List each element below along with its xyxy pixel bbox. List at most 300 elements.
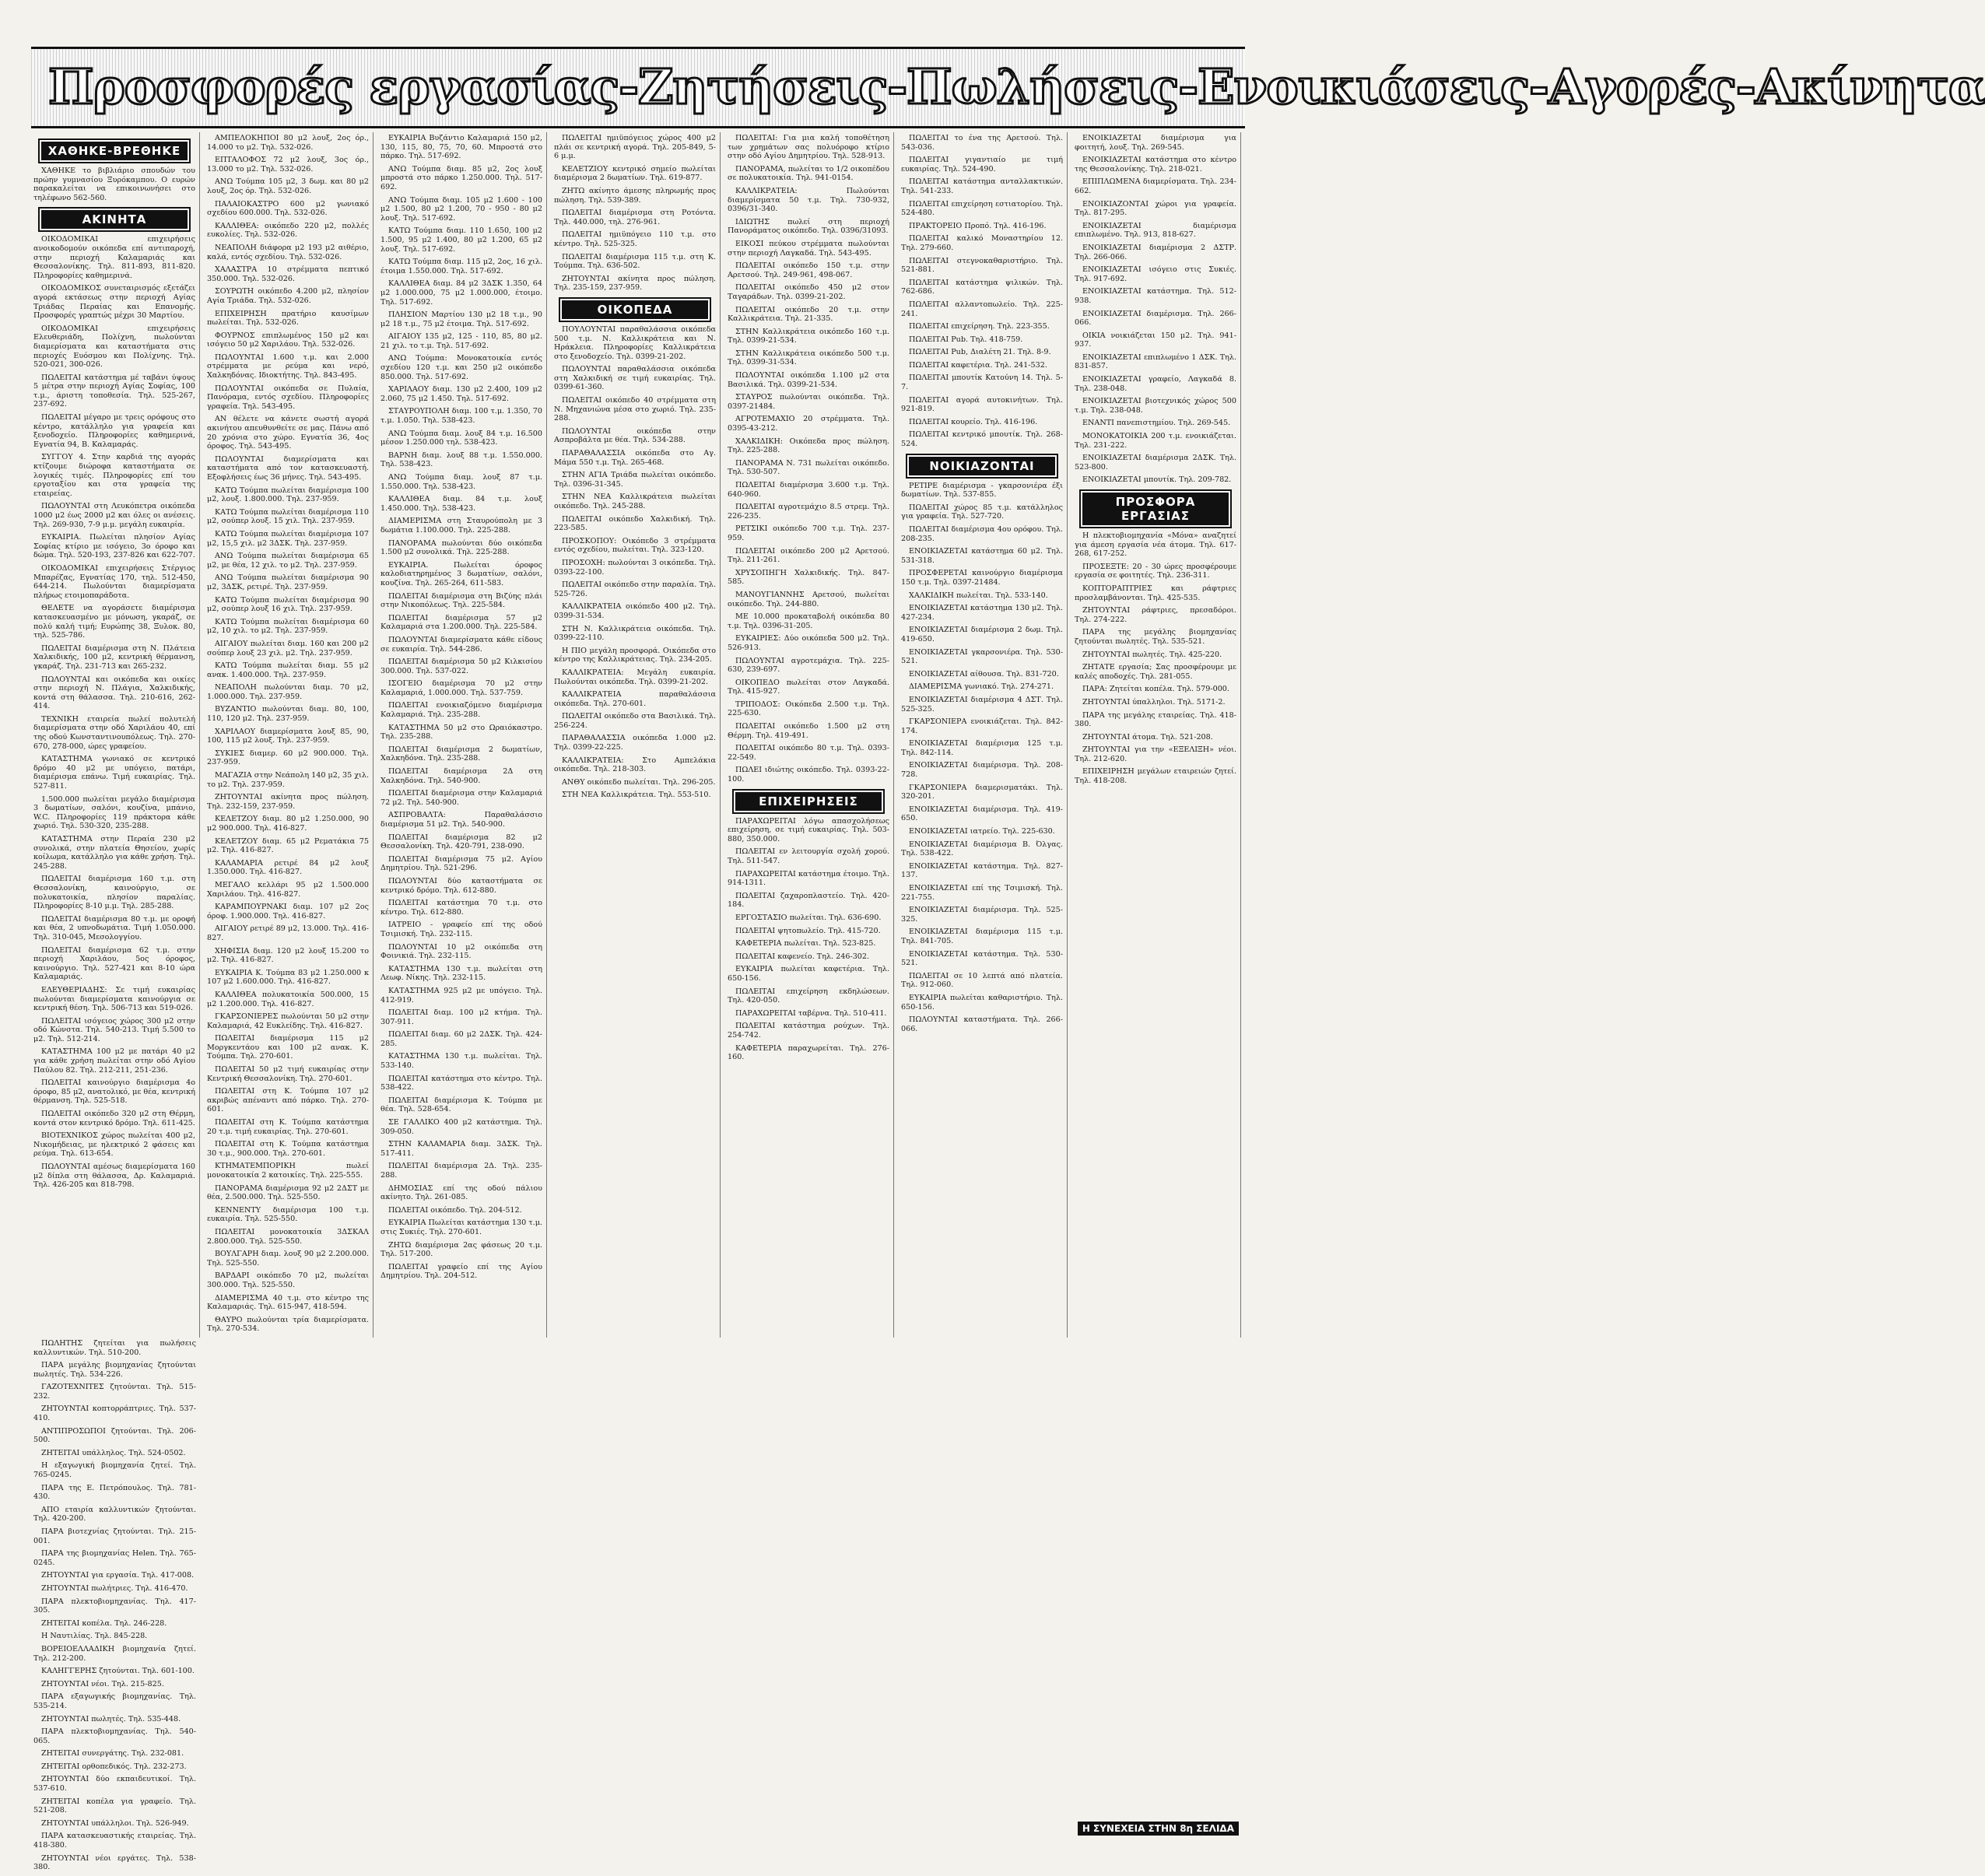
classified-ad: ΚΑΤΩ Τούμπα διαμ. 115 μ2, 2ος, 16 χιλ. έτοιμα 1.550.000. Τηλ. 517-692. bbox=[381, 258, 542, 275]
classified-ad: ΠΑΡΑ πλεκτοβιομηχανίας. Τηλ. 540-065. bbox=[33, 1727, 196, 1745]
classified-ad: ΠΩΛΕΙΤΑΙ κατάστημα μέ ταβάνι ύψους 5 μέτρα στην περιοχή Αγίας Σοφίας, 100 τ.μ., άριστη τοποθεσία. Τηλ. 525-267, 237-692. bbox=[33, 373, 195, 409]
classified-ad: ΘΑΥΡΟ πωλούνται τρία διαμερίσματα. Τηλ. 270-534. bbox=[207, 1315, 369, 1334]
classified-ad: ΠΩΛΕΙΤΑΙ οικόπεδο 320 μ2 στη Θέρμη, κοντά στον κεντρικό δρόμο. Τηλ. 611-425. bbox=[33, 1110, 195, 1127]
classified-ad: ΠΩΛΟΥΝΤΑΙ οικόπεδα στην Ασπροβάλτα με θέα. Τηλ. 534-288. bbox=[554, 426, 716, 445]
classified-ad: ΠΩΛΕΙΤΑΙ επιχείρηση εκδηλώσεων. Τηλ. 420-050. bbox=[728, 987, 889, 1005]
classified-ad: ΕΠΙΧΕΙΡΗΣΗ πρατήριο καυσίμων πωλείται. Τηλ. 532-026. bbox=[207, 309, 369, 328]
classified-ad: ΣΤΗΝ ΑΓΙΑ Τριάδα πωλείται οικόπεδο. Τηλ. 0396-31-345. bbox=[554, 471, 716, 489]
classified-ad: ΠΩΛΕΙΤΑΙ κατάστημα 70 τ.μ. στο κέντρο. Τηλ. 612-880. bbox=[381, 899, 542, 917]
classified-ad: ΠΩΛΕΙΤΑΙ διαμέρισμα 3.600 τ.μ. Τηλ. 640-960. bbox=[728, 481, 889, 499]
classified-ad: ΠΩΛΟΥΝΤΑΙ διαμερίσματα και καταστήματα από τον κατασκευαστή. Εξοφλήσεις έως 36 μήνες. Τηλ. 543-495. bbox=[207, 454, 369, 482]
classified-ad: ΣΕ ΓΑΛΛΙΚΟ 400 μ2 κατάστημα. Τηλ. 309-050. bbox=[381, 1118, 542, 1136]
classified-ad: ΠΩΛΕΙΤΑΙ οικόπεδο 20 τ.μ. στην Καλλικράτεια. Τηλ. 21-335. bbox=[728, 305, 889, 324]
classified-ad: ΑΝΩ Τούμπα: Μονοκατοικία εντός σχεδίου 120 τ.μ. και 250 μ2 οικόπεδο 850.000. Τηλ. 517-692. bbox=[381, 354, 542, 381]
classified-ad: ΠΩΛΕΙΤΑΙ: Για μια καλή τοποθέτηση των χρημάτων σας πολυόροφο κτίριο στην οδό Αγίου Δημητρίου. Τηλ. 528-913. bbox=[728, 134, 889, 161]
classified-ad: ΚΑΛΛΙΘΕΑ: οικόπεδο 220 μ2, πολλές ευκολίες. Τηλ. 532-026. bbox=[207, 221, 369, 240]
classified-ad: ΑΙΓΑΙΟΥ πωλείται διαμ. 160 και 200 μ2 σούπερ λουξ 23 χιλ. μ2. Τηλ. 237-959. bbox=[207, 639, 369, 657]
classified-ad: ΖΗΤΟΥΝΤΑΙ πωλήτριες. Τηλ. 416-470. bbox=[41, 1583, 188, 1593]
classified-ad: ΠΩΛΟΥΝΤΑΙ οικόπεδα 1.100 μ2 στα Βασιλικά. Τηλ. 0399-21-534. bbox=[728, 371, 889, 389]
classified-ad: ΠΩΛΟΥΝΤΑΙ αμέσως διαμερίσματα 160 μ2 δίπλα στη θάλασσα, Δρ. Καλαμαριά. Τηλ. 426-205 και 818-798. bbox=[33, 1162, 195, 1190]
classified-ad: ΠΑΡΑ της μεγάλης βιομηχανίας ζητούνται πωλητές. Τηλ. 535-521. bbox=[1075, 628, 1236, 646]
classified-ad: ΕΥΚΑΙΡΙΑ Κ. Τούμπα 83 μ2 1.250.000 κ 107 μ2 1.600.000. Τηλ. 416-827. bbox=[207, 968, 369, 987]
classified-ad: ΑΝΩ Τούμπα 105 μ2, 3 δωμ. και 80 μ2 λουξ, 2ος όρ. Τηλ. 532-026. bbox=[207, 177, 369, 195]
classified-ad: ΚΑΛΗΓΓΕΡΗΣ ζητούνται. Τηλ. 601-100. bbox=[41, 1667, 195, 1676]
classified-ad: ΑΣΠΡΟΒΑΛΤΑ: Παραθαλάσσιο διαμέρισμα 51 μ2. Τηλ. 540-900. bbox=[381, 811, 542, 829]
classified-ad: 1.500.000 πωλείται μεγάλο διαμέρισμα 3 δωματίων, σαλόνι, κουζίνα, μπάνιο, W.C. Πληροφορίες 119 πράκτορα κάθε χωριό. Τηλ. 530-320, 235-288. bbox=[33, 794, 195, 831]
classified-ad: ΑΝΩ Τούμπα πωλείται διαμέρισμα 90 μ2, 3ΔΣΚ, ρετιρέ. Τηλ. 237-959. bbox=[207, 573, 369, 591]
classified-ad: ΑΝΩ Τούμπα διαμ. λουξ 84 τ.μ. 16.500 μέσον 1.250.000 τηλ. 538-423. bbox=[381, 429, 542, 447]
column-5 bbox=[725, 132, 894, 1338]
classified-ad: ΕΝΟΙΚΙΑΖΕΤΑΙ κατάστημα. Τηλ. 827-137. bbox=[901, 861, 1063, 880]
classified-ad: ΠΡΟΣΚΟΠΟΥ: Οικόπεδο 3 στρέμματα εντός σχεδίου, πωλείται. Τηλ. 323-120. bbox=[554, 536, 716, 555]
classified-ad: ΠΩΛΕΙΤΑΙ ημιϋπόγειος χώρος 400 μ2 πλάι σε κεντρική αγορά. Τηλ. 205-849, 5-6 μ.μ. bbox=[554, 134, 716, 161]
classified-ad: ΕΥΚΑΙΡΙΑ πωλείται καφετέρια. Τηλ. 650-156. bbox=[728, 965, 889, 983]
classified-ad: ΕΝΟΙΚΙΑΖΕΤΑΙ διαμέρισμα 4 ΔΣΤ. Τηλ. 525-325. bbox=[901, 695, 1063, 714]
classified-ad: ΠΩΛΕΙΤΑΙ ψητοπωλείο. Τηλ. 415-720. bbox=[735, 926, 881, 935]
classified-ad: ΕΛΕΥΘΕΡΙΑΔΗΣ: Σε τιμή ευκαιρίας πωλούνται διαμερίσματα καινούργια σε κεντρική θέση. Τηλ. 506-713 και 519-026. bbox=[33, 985, 195, 1013]
classified-ad: ΠΩΛΕΙΤΑΙ διαμέρισμα 115 μ2 Μοργκεντάου και 100 μ2 ανακ. Κ. Τούμπα. Τηλ. 270-601. bbox=[207, 1034, 369, 1061]
classified-ad: ΚΑΛΛΙΚΡΑΤΕΙΑ: Στο Αμπελάκια οικόπεδα. Τηλ. 218-303. bbox=[554, 756, 716, 774]
classified-ad: ΠΩΛΕΙΤΑΙ κουρείο. Τηλ. 416-196. bbox=[909, 417, 1038, 426]
classified-ad: ΚΑΤΩ Τούμπα πωλείται διαμέρισμα 107 μ2, 15,5 χιλ. μ2 3ΔΣΚ. Τηλ. 237-959. bbox=[207, 529, 369, 548]
column-4 bbox=[552, 132, 721, 1338]
classified-ad: ΝΕΑΠΟΛΗ διάφορα μ2 193 μ2 αιθέριο, καλά, εντός σχεδίου. Τηλ. 532-026. bbox=[207, 243, 369, 261]
classified-ad: ΕΝΟΙΚΙΑΖΕΤΑΙ διαμέρισμα επιπλωμένο. Τηλ. 913, 818-627. bbox=[1075, 221, 1236, 240]
classified-ad: ΠΩΛΕΙΤΑΙ στεγνοκαθαριστήριο. Τηλ. 521-881. bbox=[901, 256, 1063, 275]
classified-ad: ΠΩΛΕΙΤΑΙ διαμέρισμα 62 τ.μ. στην περιοχή Χαριλάου, 5ος όροφος, καινούργιο. Τηλ. 527-421 και 8-10 ώρα Καλαμαριάς. bbox=[33, 945, 195, 982]
column-7 bbox=[1072, 132, 1241, 1338]
classified-ad: ΕΥΚΑΙΡΙΕΣ: Δύο οικόπεδα 500 μ2. Τηλ. 526-913. bbox=[728, 634, 889, 652]
classified-ad: ΜΕΓΑΛΟ κελλάρι 95 μ2 1.500.000 Χαριλάου. Τηλ. 416-827. bbox=[207, 880, 369, 899]
classified-ad: ΚΕΝΝΕΝΤΥ διαμέρισμα 100 τ.μ. ευκαιρία. Τηλ. 525-550. bbox=[207, 1205, 369, 1224]
classified-ad: ΠΩΛΕΙΤΑΙ οικόπεδο 40 στρέμματα στη Ν. Μηχανιώνα μέσα στο χωριό. Τηλ. 235-288. bbox=[554, 396, 716, 423]
classified-ad: ΠΩΛΕΙΤΑΙ διαμέρισμα στη Ν. Πλάτεια Χαλκιδικής, 100 μ2, κεντρική θέρμανση, γκαράζ. Τηλ. 231-713 και 265-232. bbox=[33, 643, 195, 671]
classified-ad: ΠΑΡΑ βιοτεχνίας ζητούνται. Τηλ. 215-001. bbox=[33, 1527, 196, 1545]
classified-ad: ΠΩΛΕΙΤΑΙ καλικό Μοναστηρίου 12. Τηλ. 279-660. bbox=[901, 234, 1063, 252]
classified-ad: ΖΗΤΕΙΤΑΙ ορθοπεδικός. Τηλ. 232-273. bbox=[41, 1762, 187, 1771]
classified-ad: ΖΗΤΟΥΝΤΑΙ νέοι εργάτες. Τηλ. 538-380. bbox=[33, 1853, 196, 1872]
classified-ad: ΧΗΦΙΣΙΑ διαμ. 120 μ2 λουξ 15.200 το μ2. Τηλ. 416-827. bbox=[207, 946, 369, 965]
classified-ad: ΠΩΛΗΤΗΣ ζητείται για πωλήσεις καλλυντικών. Τηλ. 510-200. bbox=[33, 1338, 196, 1357]
classified-ad: ΦΟΥΡΝΟΣ επιπλωμένος 150 μ2 και ισόγειο 50 μ2 Χαριλάου. Τηλ. 532-026. bbox=[207, 331, 369, 349]
classified-ad: ΠΩΛΕΙΤΑΙ κατάστημα ρούχων. Τηλ. 254-742. bbox=[728, 1022, 889, 1040]
classified-ad: ΠΩΛΕΙ ιδιώτης οικόπεδο. Τηλ. 0393-22-100. bbox=[728, 766, 889, 784]
classified-ad: ΕΝΟΙΚΙΑΖΕΤΑΙ ιατρείο. Τηλ. 225-630. bbox=[909, 827, 1055, 836]
classified-ad: ΑΝΤΙΠΡΟΣΩΠΟΙ ζητούνται. Τηλ. 206-500. bbox=[33, 1426, 196, 1445]
classified-ad: ΠΑΡΑ εξαγωγικής βιομηχανίας. Τηλ. 535-214. bbox=[33, 1692, 196, 1710]
classified-ad: ΖΗΤΟΥΝΤΑΙ ράφτριες, πρεσαδόροι. Τηλ. 274-222. bbox=[1075, 606, 1236, 624]
classified-ad: ΑΓΡΟΤΕΜΑΧΙΟ 20 στρέμματα. Τηλ. 0395-43-212. bbox=[728, 415, 889, 433]
classified-ad: ΠΩΛΕΙΤΑΙ οικόπεδο 450 μ2 στον Ταγαράδων. Τηλ. 0399-21-202. bbox=[728, 283, 889, 301]
classified-ad: ΠΑΡΑ κατασκευαστικής εταιρείας. Τηλ. 418-380. bbox=[33, 1832, 196, 1850]
classified-ad: ΖΗΤΕΙΤΑΙ υπάλληλος. Τηλ. 524-0502. bbox=[41, 1448, 186, 1457]
classified-ad: ΤΡΙΠΟΔΟΣ: Οικόπεδα 2.500 τ.μ. Τηλ. 225-630. bbox=[728, 700, 889, 718]
classified-ad: ΚΟΠΤΟΡΑΠΤΡΙΕΣ και ράφτριες προσλαμβάνονται. Τηλ. 425-535. bbox=[1075, 584, 1236, 602]
classified-ad: ΠΩΛΕΙΤΑΙ στη Κ. Τούμπα κατάστημα 30 τ.μ., 900.000. Τηλ. 270-601. bbox=[207, 1140, 369, 1158]
classified-ad: Η ΠΙΟ μεγάλη προσφορά. Οικόπεδα στο κέντρο της Καλλικράτειας. Τηλ. 234-205. bbox=[554, 646, 716, 664]
classified-ad: ΣΤΑΥΡΟΥΠΟΛΗ διαμ. 100 τ.μ. 1.350, 70 τ.μ. 1.050. Τηλ. 538-423. bbox=[381, 407, 542, 426]
classified-ad: ΠΩΛΕΙΤΑΙ ημιϋπόγειο 110 τ.μ. στο κέντρο. Τηλ. 525-325. bbox=[554, 230, 716, 248]
classified-ad: ΖΗΤΕΙΤΑΙ συνεργάτης. Τηλ. 232-081. bbox=[41, 1749, 184, 1759]
classified-ad: ΠΑΡΑ της Ε. Πετρόπουλος. Τηλ. 781-430. bbox=[33, 1483, 196, 1502]
classified-ad: ΠΑΡΑΧΩΡΕΙΤΑΙ λόγω απασχολήσεως επιχείρηση, σε τιμή ευκαιρίας. Τηλ. 503-880, 350.000. bbox=[728, 816, 889, 843]
classified-ad: Η πλεκτοβιομηχανία «Μόνα» αναζητεί για άμεση εργασία νέα άτομα. Τηλ. 617-268, 617-252. bbox=[1075, 531, 1236, 559]
classified-ad: ΕΡΓΟΣΤΑΣΙΟ πωλείται. Τηλ. 636-690. bbox=[735, 913, 882, 922]
classified-ad: ΠΑΝΟΡΑΜΑ πωλούνται δύο οικόπεδα 1.500 μ2 συνολικά. Τηλ. 225-288. bbox=[381, 538, 542, 557]
classified-ad: ΠΩΛΕΙΤΑΙ οικόπεδο στα Βασιλικά. Τηλ. 256-224. bbox=[554, 712, 716, 730]
classified-ad: ΚΑΛΛΙΚΡΑΤΕΙΑ οικόπεδο 400 μ2. Τηλ. 0399-31-534. bbox=[554, 602, 716, 620]
classified-ad: ΟΙΚΟΔΟΜΙΚΑΙ επιχειρήσεις Στέργιος Μπαρέζας, Εγνατίας 170, τηλ. 512-450, 644-214. Πωλούνται διαμερίσματα πλήρως ετοιμοπαράδοτα. bbox=[33, 563, 195, 600]
classified-ad: ΑΝΩ Τούμπα πωλείται διαμέρισμα 65 μ2, με θέα, 12 χιλ. το μ2. Τηλ. 237-959. bbox=[207, 552, 369, 570]
classified-ad: ΠΩΛΕΙΤΑΙ καφενείο. Τηλ. 246-302. bbox=[735, 952, 870, 961]
classified-ad: ΠΩΛΕΙΤΑΙ στη Κ. Τούμπα 107 μ2 ακριβώς απέναντι από πάρκο. Τηλ. 270-601. bbox=[207, 1087, 369, 1114]
classified-ad: ΚΑΛΛΙΚΡΑΤΕΙΑ παραθαλάσσια οικόπεδα. Τηλ. 270-601. bbox=[554, 690, 716, 708]
classified-ad: ΚΑΛΛΙΚΡΑΤΕΙΑ: Μεγάλη ευκαιρία. Πωλούνται οικόπεδα. Τηλ. 0399-21-202. bbox=[554, 668, 716, 686]
classified-ad: ΒΑΡΝΗ διαμ. λουξ 88 τ.μ. 1.550.000. Τηλ. 538-423. bbox=[381, 451, 542, 469]
classified-ad: ΧΑΡΙΛΑΟΥ διαμερίσματα λουξ 85, 90, 100, 115 μ2 λουξ. Τηλ. 237-959. bbox=[207, 727, 369, 745]
classified-ad: ΖΗΤΟΥΝΤΑΙ ακίνητα προς πώληση. Τηλ. 235-159, 237-959. bbox=[554, 274, 716, 293]
classified-ad: ΣΟΥΡΩΤΗ οικόπεδο 4.200 μ2, πλησίον Αγία Τριάδα. Τηλ. 532-026. bbox=[207, 287, 369, 305]
classified-ad: ΖΗΤΟΥΝΤΑΙ ακίνητα προς πώληση. Τηλ. 232-159, 237-959. bbox=[207, 793, 369, 811]
classified-ad: ΑΙΓΑΙΟΥ ρετιρέ 89 μ2, 13.000. Τηλ. 416-827. bbox=[207, 924, 369, 942]
classified-ad: ΠΟΥΛΟΥΝΤΑΙ παραθαλάσσια οικόπεδα 500 τ.μ. Ν. Καλλικράτεια και Ν. Ηράκλεια. Πληροφορίες Καλλικράτεια στο ξενοδοχείο. Τηλ. 0399-21-202. bbox=[554, 324, 716, 361]
column-6 bbox=[899, 132, 1068, 1338]
classified-ad: ΕΝΟΙΚΙΑΖΕΤΑΙ διαμέρισμα. Τηλ. 525-325. bbox=[901, 906, 1063, 924]
classified-ad: ΑΝΩ Τούμπα διαμ. λουξ 87 τ.μ. 1.550.000. Τηλ. 538-423. bbox=[381, 473, 542, 491]
classified-ad: ΣΤΗΝ Καλλικράτεια οικόπεδο 160 τ.μ. Τηλ. 0399-21-534. bbox=[728, 327, 889, 345]
classified-ad: ΕΙΚΟΣΙ πεύκου στρέμματα πωλούνται στην περιοχή Λαγκαδά. Τηλ. 543-495. bbox=[728, 239, 889, 258]
classified-ad: ΠΩΛΕΙΤΑΙ κατάστημα ψιλικών. Τηλ. 762-686. bbox=[901, 278, 1063, 296]
classified-ad: ΘΕΛΕΤΕ να αγοράσετε διαμέρισμα κατασκευασμένο με μόνωση, γκαράζ, σε πολύ καλή τιμή; Ευρώπης 38, Ξυλοκ. 80, τηλ. 525-786. bbox=[33, 604, 195, 640]
continuation-note: Η ΣΥΝΕΧΕΙΑ ΣΤΗΝ 8η ΣΕΛΙΔΑ bbox=[1078, 1822, 1239, 1836]
classified-ad: ΠΩΛΕΙΤΑΙ αγορά αυτοκινήτων. Τηλ. 921-819. bbox=[901, 395, 1063, 414]
classified-ad: Η Ναυτιλίας. Τηλ. 845-228. bbox=[41, 1632, 148, 1641]
column-3 bbox=[378, 132, 547, 1338]
classified-ad: ΖΗΤΟΥΝΤΑΙ άτομα. Τηλ. 521-208. bbox=[1082, 732, 1213, 742]
classified-ad: ΕΝΟΙΚΙΑΖΕΤΑΙ κατάστημα 130 μ2. Τηλ. 427-234. bbox=[901, 604, 1063, 622]
classified-ad: ΣΥΓΓΟΥ 4. Στην καρδιά της αγοράς κτίζουμε διώροφα καταστήματα σε λογικές τιμές. Πληροφορίες επί του εργοταξίου και στα γραφεία της εταιρείας. bbox=[33, 453, 195, 498]
classified-ad: ΠΩΛΟΥΝΤΑΙ καταστήματα. Τηλ. 266-066. bbox=[901, 1015, 1063, 1033]
classified-ad: ΔΙΑΜΕΡΙΣΜΑ στη Σταυρούπολη με 3 δωμάτια 1.100.000. Τηλ. 225-288. bbox=[381, 517, 542, 535]
classified-ad: ΑΝΘΥ οικόπεδο πωλείται. Τηλ. 296-205. bbox=[562, 777, 716, 787]
classified-ad: ΠΩΛΕΙΤΑΙ κατάστημα ανταλλακτικών. Τηλ. 541-233. bbox=[901, 177, 1063, 195]
classified-ad: ΠΩΛΟΥΝΤΑΙ δύο καταστήματα σε κεντρικό δρόμο. Τηλ. 612-880. bbox=[381, 876, 542, 895]
classified-ad: ΕΝΟΙΚΙΑΖΕΤΑΙ κατάστημα στο κέντρο της Θεσσαλονίκης. Τηλ. 218-021. bbox=[1075, 156, 1236, 174]
classified-ad: ΕΠΙΠΛΩΜΕΝΑ διαμερίσματα. Τηλ. 234-662. bbox=[1075, 177, 1236, 195]
classified-ad: ΠΩΛΕΙΤΑΙ οικόπεδο 1.500 μ2 στη Θέρμη. Τηλ. 419-491. bbox=[728, 722, 889, 740]
classified-ad: ΑΝΩ Τούμπα διαμ. 85 μ2, 2ος λουξ μπροστά στο πάρκο 1.250.000. Τηλ. 517-692. bbox=[381, 164, 542, 191]
classified-ad: ΠΑΡΑΘΑΛΑΣΣΙΑ οικόπεδα στο Αγ. Μάμα 550 τ.μ. Τηλ. 265-468. bbox=[554, 449, 716, 467]
classified-ad: ΖΗΤΟΥΝΤΑΙ νέοι. Τηλ. 215-825. bbox=[41, 1679, 164, 1688]
classified-ad: ΚΑΤΑΣΤΗΜΑ 925 μ2 με υπόγειο. Τηλ. 412-919. bbox=[381, 986, 542, 1005]
classified-ad: ΠΩΛΟΥΝΤΑΙ 1.600 τ.μ. και 2.000 στρέμματα με ρεύμα και νερό, Χαλκηδόνας. Ιδιοκτήτης. Τηλ. 843-495. bbox=[207, 352, 369, 380]
page-title: Προσφορές εργασίας-Ζητήσεις-Πωλήσεις-Ενοικιάσεις-Αγορές-Ακίνητα bbox=[48, 58, 1985, 115]
classified-ad: ΡΕΤΙΡΕ διαμέρισμα - γκαρσονιέρα έξι δωματίων. Τηλ. 537-855. bbox=[901, 481, 1063, 500]
classified-ad: ΠΑΡΑ της μεγάλης εταιρείας. Τηλ. 418-380. bbox=[1075, 710, 1236, 729]
classified-ad: ΚΑΤΩ Τούμπα πωλείται διαμέρισμα 110 μ2, σούπερ λουξ. 15 χιλ. Τηλ. 237-959. bbox=[207, 507, 369, 526]
classified-ad: ΣΤΗΝ ΚΑΛΑΜΑΡΙΑ διαμ. 3ΔΣΚ. Τηλ. 517-411. bbox=[381, 1140, 542, 1158]
classified-ad: ΓΚΑΡΣΟΝΙΕΡΑ ενοικιάζεται. Τηλ. 842-174. bbox=[901, 717, 1063, 735]
classified-ad: ΠΩΛΕΙΤΑΙ οικόπεδο. Τηλ. 204-512. bbox=[388, 1205, 522, 1215]
classified-ad: ΕΥΚΑΙΡΙΑ Βυζάντιο Καλαμαριά 150 μ2, 130, 115, 80, 75, 70, 60. Μπροστά στο πάρκο. Τηλ. 517-692. bbox=[381, 134, 542, 161]
classified-ad: ΕΥΚΑΙΡΙΑ. Πωλείται πλησίον Αγίας Σοφίας κτίριο με ισόγειο, 3ο όροφο και δώμα. Τηλ. 520-193, 237-826 και 622-707. bbox=[33, 533, 195, 560]
classified-ad: ΕΥΚΑΙΡΙΑ. Πωλείται όροφος καλοδιατηρημένος 3 δωματίων, σαλόνι, κουζίνα. Τηλ. 265-264, 611-583. bbox=[381, 560, 542, 587]
classified-ad: ΠΑΝΟΡΑΜΑ διαμέρισμα 92 μ2 2ΔΣΤ με θέα, 2.500.000. Τηλ. 525-550. bbox=[207, 1183, 369, 1202]
classified-ad: ΠΩΛΟΥΝΤΑΙ οικόπεδα σε Πυλαία, Πανόραμα, εντός σχεδίου. Πληροφορίες γραφεία. Τηλ. 543-495. bbox=[207, 384, 369, 411]
classified-ad: Η εξαγωγική βιομηχανία ζητεί. Τηλ. 765-0245. bbox=[33, 1461, 196, 1480]
classified-ad: ΠΑΡΑ πλεκτοβιομηχανίας. Τηλ. 417-305. bbox=[33, 1597, 196, 1615]
classified-ad: ΕΥΚΑΙΡΙΑ Πωλείται κατάστημα 130 τ.μ. στις Συκιές. Τηλ. 270-601. bbox=[381, 1219, 542, 1236]
classified-ad: ΔΗΜΟΣΙΑΣ επί της οδού πάλιου ακίνητο. Τηλ. 261-085. bbox=[381, 1183, 542, 1202]
column-2 bbox=[205, 132, 374, 1338]
classified-ad: ΓΑΖΟΤΕΧΝΙΤΕΣ ζητούνται. Τηλ. 515-232. bbox=[33, 1383, 196, 1401]
classified-ad: ΕΝΟΙΚΙΑΖΕΤΑΙ ισόγειο στις Συκιές. Τηλ. 917-692. bbox=[1075, 265, 1236, 283]
classified-ad: ΠΩΛΕΙΤΑΙ χώρος 85 τ.μ. κατάλληλος για γραφεία. Τηλ. 527-720. bbox=[901, 503, 1063, 521]
classified-ad: ΠΩΛΕΙΤΑΙ διαμέρισμα 115 τ.μ. στη Κ. Τούμπα. Τηλ. 636-502. bbox=[554, 252, 716, 271]
classified-ad: ΔΙΑΜΕΡΙΣΜΑ γωνιακό. Τηλ. 274-271. bbox=[909, 682, 1054, 692]
classified-ad: ΠΩΛΕΙΤΑΙ διαμέρισμα 82 μ2 Θεσσαλονίκη. Τηλ. 420-791, 238-090. bbox=[381, 833, 542, 851]
classified-ad: ΜΕ 10.000 προκαταβολή οικόπεδα 80 τ.μ. Τηλ. 0396-31-205. bbox=[728, 612, 889, 630]
classified-ad: ΠΩΛΕΙΤΑΙ οικόπεδο στην παραλία. Τηλ. 525-726. bbox=[554, 580, 716, 598]
classified-ad: ΠΩΛΕΙΤΑΙ κεντρικό μπουτίκ. Τηλ. 268-524. bbox=[901, 430, 1063, 449]
classified-ad: ΣΤΗΝ ΝΕΑ Καλλικράτεια πωλείται οικόπεδο. Τηλ. 245-288. bbox=[554, 493, 716, 510]
classified-ad: ΠΩΛΕΙΤΑΙ διαμέρισμα 2Δ στη Χαλκηδόνα. Τηλ. 540-900. bbox=[381, 767, 542, 785]
classified-ad: ΓΚΑΡΣΟΝΙΕΡΑ διαμερισματάκι. Τηλ. 320-201. bbox=[901, 783, 1063, 801]
classified-ad: ΠΩΛΕΙΤΑΙ καφετέρια. Τηλ. 241-532. bbox=[909, 360, 1047, 370]
classified-ad: ΖΗΤΟΥΝΤΑΙ κοπτορράπτριες. Τηλ. 537-410. bbox=[33, 1404, 196, 1423]
classified-ad: ΚΕΛΕΤΖΙΟΥ κεντρικό σημείο πωλείται διαμέρισμα 2 δωματίων. Τηλ. 619-877. bbox=[554, 164, 716, 183]
classified-ad: ΒΟΡΕΙΟΕΛΛΑΔΙΚΗ βιομηχανία ζητεί. Τηλ. 212-200. bbox=[33, 1644, 196, 1663]
classified-ad: ΠΑΝΟΡΑΜΑ Ν. 731 πωλείται οικόπεδο. Τηλ. 530-507. bbox=[728, 458, 889, 477]
classified-ad: ΡΕΤΣΙΚΙ οικόπεδο 700 τ.μ. Τηλ. 237-959. bbox=[728, 524, 889, 542]
section-heading: ΟΙΚΟΠΕΔΑ bbox=[560, 299, 709, 321]
classified-ad: ΟΙΚΙΑ νοικιάζεται 150 μ2. Τηλ. 941-937. bbox=[1075, 331, 1236, 349]
classified-ad: ΚΑΤΑΣΤΗΜΑ στην Περαία 230 μ2 συνολικά, στην πλατεία Θησείου, χωρίς κοίλωμα, κατάλληλο για κάθε χρήση. Τηλ. 245-288. bbox=[33, 835, 195, 871]
classified-ad: ΙΑΤΡΕΙΟ - γραφείο επί της οδού Τσιμισκή. Τηλ. 232-115. bbox=[381, 920, 542, 938]
classified-ad: ΜΟΝΟΚΑΤΟΙΚΙΑ 200 τ.μ. ενοικιάζεται. Τηλ. 231-222. bbox=[1075, 432, 1236, 450]
classified-ad: ΕΝΟΙΚΙΑΖΕΤΑΙ βιοτεχνικός χώρος 500 τ.μ. Τηλ. 238-048. bbox=[1075, 397, 1236, 415]
classified-ad: ΠΩΛΕΙΤΑΙ μέγαρο με τρεις ορόφους στο κέντρο, κατάλληλο για γραφεία και ξενοδοχείο. Πληροφορίες καθημερινά, Εγνατία 94, Β. Καλαμαράς. bbox=[33, 413, 195, 449]
classified-ad: ΙΣΟΓΕΙΟ διαμέρισμα 70 μ2 στην Καλαμαριά, 1.000.000. Τηλ. 537-759. bbox=[381, 679, 542, 697]
classified-ad: ΠΩΛΕΙΤΑΙ διαμέρισμα 75 μ2. Αγίου Δημητρίου. Τηλ. 521-296. bbox=[381, 854, 542, 873]
classified-ad: ΠΛΗΣΙΟΝ Μαρτίου 130 μ2 18 τ.μ., 90 μ2 18 τ.μ., 75 μ2 έτοιμα. Τηλ. 517-692. bbox=[381, 310, 542, 328]
classified-ad: ΖΗΤΟΥΝΤΑΙ δύο εκπαιδευτικοί. Τηλ. 537-610. bbox=[33, 1775, 196, 1794]
classified-ad: ΠΩΛΕΙΤΑΙ ισόγειος χώρος 300 μ2 στην οδό Κώνστα. Τηλ. 540-213. Τιμή 5.500 το μ2. Τηλ. 512-214. bbox=[33, 1016, 195, 1043]
classified-ad: ΕΝΟΙΚΙΑΖΕΤΑΙ διαμέρισμα. Τηλ. 419-650. bbox=[901, 805, 1063, 823]
classified-ad: ΧΑΡΙΛΑΟΥ διαμ. 130 μ2 2.400, 109 μ2 2.060, 75 μ2 1.450. Τηλ. 517-692. bbox=[381, 385, 542, 403]
classified-ad: ΠΩΛΕΙΤΑΙ ενοικιαζόμενο διαμέρισμα Καλαμαριά. Τηλ. 235-288. bbox=[381, 701, 542, 720]
classified-ad: ΠΩΛΕΙΤΑΙ γραφείο επί της Αγίου Δημητρίου. Τηλ. 204-512. bbox=[381, 1262, 542, 1281]
classified-ad: ΑΠΟ εταιρία καλλυντικών ζητούνται. Τηλ. 420-200. bbox=[33, 1505, 196, 1524]
classified-ad: ΖΗΤΟΥΝΤΑΙ για εργασία. Τηλ. 417-008. bbox=[41, 1571, 195, 1580]
classified-ad: ΔΙΑΜΕΡΙΣΜΑ 40 τ.μ. στο κέντρο της Καλαμαριάς. Τηλ. 615-947, 418-594. bbox=[207, 1293, 369, 1312]
classified-ad: ΠΩΛΕΙΤΑΙ 50 μ2 τιμή ευκαιρίας στην Κεντρική Θεσσαλονίκη. Τηλ. 270-601. bbox=[207, 1065, 369, 1083]
classified-ad: ΠΑΡΑ: Ζητείται κοπέλα. Τηλ. 579-000. bbox=[1082, 685, 1229, 694]
classified-ad: ΒΙΟΤΕΧΝΙΚΟΣ χώρος πωλείται 400 μ2, Νικομήδειας, με ηλεκτρικό 2 φάσεις και ρεύμα. Τηλ. 613-654. bbox=[33, 1131, 195, 1159]
classified-ad: ΟΙΚΟΠΕΔΟ πωλείται στον Λαγκαδά. Τηλ. 415-927. bbox=[728, 678, 889, 696]
classified-ad: ΠΑΡΑ μεγάλης βιομηχανίας ζητούνται πωλητές. Τηλ. 534-226. bbox=[33, 1361, 196, 1379]
classified-ad: ΠΩΛΕΙΤΑΙ γιγαντιαίο με τιμή ευκαιρίας. Τηλ. 524-490. bbox=[901, 156, 1063, 174]
classified-ad: ΚΑΤΑΣΤΗΜΑ 130 τ.μ. πωλείται στη Λεωφ. Νίκης. Τηλ. 232-115. bbox=[381, 964, 542, 983]
classified-ad: ΖΗΤΕΙΤΑΙ κοπέλα. Τηλ. 246-228. bbox=[41, 1618, 167, 1628]
classified-ad: ΠΩΛΕΙΤΑΙ διαμέρισμα 2Δ. Τηλ. 235-288. bbox=[381, 1162, 542, 1180]
classified-ad: ΕΝΟΙΚΙΑΖΕΤΑΙ διαμέρισμα. Τηλ. 266-066. bbox=[1075, 309, 1236, 328]
section-heading: ΝΟΙΚΙΑΖΟΝΤΑΙ bbox=[907, 455, 1056, 477]
classified-ad: ΕΝΟΙΚΙΑΖΕΤΑΙ διαμέρισμα 2ΔΣΚ. Τηλ. 523-800. bbox=[1075, 454, 1236, 472]
classified-ad: ΠΩΛΟΥΝΤΑΙ και οικόπεδα και οικίες στην περιοχή Ν. Πλάγια, Χαλκιδικής, κοντά στη θάλασσα. Τηλ. 210-616, 262-414. bbox=[33, 675, 195, 711]
classified-ad: ΒΑΡΔΑΡΙ οικόπεδο 70 μ2, πωλείται 300.000. Τηλ. 525-550. bbox=[207, 1271, 369, 1289]
classified-ad: ΠΩΛΕΙΤΑΙ στη Κ. Τούμπα κατάστημα 20 τ.μ. τιμή ευκαιρίας. Τηλ. 270-601. bbox=[207, 1118, 369, 1136]
classified-ad: ΑΙΓΑΙΟΥ 135 μ2, 125 - 110, 85, 80 μ2. 21 χιλ. το τ.μ. Τηλ. 517-692. bbox=[381, 332, 542, 350]
classified-ad: ΖΗΤΕΙΤΑΙ κοπέλα για γραφείο. Τηλ. 521-208. bbox=[33, 1797, 196, 1815]
classified-ad: ΠΩΛΕΙΤΑΙ ζαχαροπλαστείο. Τηλ. 420-184. bbox=[728, 891, 889, 910]
classified-columns bbox=[31, 132, 1241, 1872]
classified-ad: ΠΩΛΕΙΤΑΙ διαμέρισμα Κ. Τούμπα με θέα. Τηλ. 528-654. bbox=[381, 1096, 542, 1114]
classified-ad: ΚΑΤΩ Τούμπα διαμ. 110 1.650, 100 μ2 1.500, 95 μ2 1.400, 80 μ2 1.200, 65 μ2 λουξ. Τηλ. 517-692. bbox=[381, 226, 542, 254]
classified-ad: ΠΑΛΑΙΟΚΑΣΤΡΟ 600 μ2 γωνιακό σχεδίου 600.000. Τηλ. 532-026. bbox=[207, 199, 369, 218]
classified-ad: ΤΕΧΝΙΚΗ εταιρεία πωλεί πολυτελή διαμερίσματα στην οδό Χαριλάου 40, επί της οδού Κωνσταντινουπόλεως. Τηλ. 270-670, 278-000, ώρες γραφείου. bbox=[33, 714, 195, 751]
classified-ad: ΕΠΙΧΕΙΡΗΣΗ μεγάλων εταιρειών ζητεί. Τηλ. 418-208. bbox=[1075, 767, 1236, 786]
classified-ad: ΖΗΤΟΥΝΤΑΙ πωλητές. Τηλ. 425-220. bbox=[1082, 650, 1222, 659]
classified-ad: ΖΗΤΟΥΝΤΑΙ πωλητές. Τηλ. 535-448. bbox=[41, 1714, 181, 1723]
classified-ad: ΠΩΛΕΙΤΑΙ διαμέρισμα στην Καλαμαριά 72 μ2. Τηλ. 540-900. bbox=[381, 789, 542, 807]
classified-ad: ΣΤΗΝ Καλλικράτεια οικόπεδο 500 τ.μ. Τηλ. 0399-31-534. bbox=[728, 349, 889, 367]
classified-ad: ΜΑΝΟΥΓΙΑΝΝΗΣ Αρετσού, πωλείται οικόπεδο. Τηλ. 244-880. bbox=[728, 590, 889, 608]
classified-ad: ΠΩΛΕΙΤΑΙ εν λειτουργία σχολή χορού. Τηλ. 511-547. bbox=[728, 847, 889, 865]
classified-ad: ΓΚΑΡΣΟΝΙΕΡΕΣ πωλούνται 50 μ2 στην Καλαμαριά, 42 Ευκλείδης. Τηλ. 416-827. bbox=[207, 1012, 369, 1030]
classified-ad: ΧΑΘΗΚΕ το βιβλιάριο σπουδών του πρώην γυμνασίου Ξυρόκαμπου. Ο ευρών παρακαλείται να επικοινωνήσει στο τηλέφωνο 562-560. bbox=[33, 167, 195, 202]
classified-ad: ΠΩΛΕΙΤΑΙ διαμ. 60 μ2 2ΔΣΚ. Τηλ. 424-285. bbox=[381, 1030, 542, 1048]
classified-ad: ΣΤΗ ΝΕΑ Καλλικράτεια. Τηλ. 553-510. bbox=[562, 791, 711, 800]
classified-ad: ΠΑΡΑΘΑΛΑΣΣΙΑ οικόπεδα 1.000 μ2. Τηλ. 0399-22-225. bbox=[554, 734, 716, 752]
classified-ad: ΠΡΟΣΦΕΡΕΤΑΙ καινούργιο διαμέρισμα 150 τ.μ. Τηλ. 0397-21484. bbox=[901, 569, 1063, 587]
classified-ad: ΠΩΛΕΙΤΑΙ οικόπεδο 80 τ.μ. Τηλ. 0393-22-549. bbox=[728, 744, 889, 762]
classified-ad: ΠΡΟΣΕΞΤΕ: 20 - 30 ώρες προσφέρουμε εργασία σε φοιτητές. Τηλ. 236-311. bbox=[1075, 562, 1236, 580]
classified-ad: ΚΑΦΕΤΕΡΙΑ πωλείται. Τηλ. 523-825. bbox=[735, 939, 876, 949]
classified-ad: ΠΩΛΕΙΤΑΙ διαμ. 100 μ2 κτήμα. Τηλ. 307-911. bbox=[381, 1008, 542, 1026]
classified-ad: ΠΩΛΟΥΝΤΑΙ παραθαλάσσια οικόπεδα στη Χαλκιδική σε τιμή ευκαιρίας. Τηλ. 0399-61-360. bbox=[554, 365, 716, 392]
classified-ad: ΚΑΛΛΙΘΕΑ διαμ. 84 τ.μ. λουξ 1.450.000. Τηλ. 538-423. bbox=[381, 495, 542, 513]
classified-ad: ΠΩΛΕΙΤΑΙ διαμέρισμα στη Βιζύης πλάι στην Νικοπόλεως. Τηλ. 225-584. bbox=[381, 591, 542, 610]
classified-ad: ΜΑΓΑΖΙΑ στην Νεάπολη 140 μ2, 35 χιλ. το μ2. Τηλ. 237-959. bbox=[207, 771, 369, 789]
classified-ad: ΕΝΟΙΚΙΑΖΟΝΤΑΙ χώροι για γραφεία. Τηλ. 817-295. bbox=[1075, 199, 1236, 218]
classified-ad: ΠΩΛΕΙΤΑΙ οικόπεδο 200 μ2 Αρετσού. Τηλ. 211-261. bbox=[728, 546, 889, 565]
classified-ad: ΟΙΚΟΔΟΜΙΚΟΣ συνεταιρισμός εξετάζει αγορά εκτάσεως στην περιοχή Αγίας Τριάδας Περαίας και Επανομής. Προσφορές γραπτώς μέχρι 30 Μαρτίου. bbox=[33, 284, 195, 321]
classified-ad: ΠΩΛΕΙΤΑΙ οικόπεδο Χαλκιδική. Τηλ. 223-585. bbox=[554, 514, 716, 533]
classified-ad: ΧΑΛΚΙΔΙΚΗ: Οικόπεδα προς πώληση. Τηλ. 225-288. bbox=[728, 437, 889, 455]
classified-ad: ΠΩΛΕΙΤΑΙ καινούργιο διαμέρισμα 4ο όροφο, 85 μ2, ανατολικό, με θέα, κεντρική θέρμανση. Τηλ. 525-518. bbox=[33, 1078, 195, 1106]
classified-ad: ΠΩΛΕΙΤΑΙ διαμέρισμα 4ου ορόφου. Τηλ. 208-235. bbox=[901, 525, 1063, 543]
classified-ad: ΕΝΟΙΚΙΑΖΕΤΑΙ διαμέρισμα 2 ΔΣΤΡ. Τηλ. 266-066. bbox=[1075, 243, 1236, 261]
classified-ad: ΖΗΤΟΥΝΤΑΙ για την «ΕΞΕΛΙΞΗ» νέοι. Τηλ. 212-620. bbox=[1075, 745, 1236, 763]
classified-ad: ΕΥΚΑΙΡΙΑ πωλείται καθαριστήριο. Τηλ. 650-156. bbox=[901, 993, 1063, 1012]
classified-ad: ΚΑΤΑΣΤΗΜΑ 50 μ2 στο Ωραιόκαστρο. Τηλ. 235-288. bbox=[381, 723, 542, 742]
classified-ad: ΕΝΟΙΚΙΑΖΕΤΑΙ κατάστημα. Τηλ. 530-521. bbox=[901, 949, 1063, 968]
classified-ad: ΑΝ θέλετε να κάνετε σωστή αγορά ακινήτου απευθυνθείτε σε μας. Πάνω από 20 χρόνια στο χώρο. Εγνατία 36, 4ος όροφος. Τηλ. 543-495. bbox=[207, 415, 369, 451]
classified-ad: ΠΩΛΕΙΤΑΙ διαμέρισμα 80 τ.μ. με οροφή και θέα, 2 υπνοδωμάτια. Τιμή 1.050.000. Τηλ. 310-045, Μεσολογγίου. bbox=[33, 914, 195, 942]
classified-ad: ΧΡΥΣΟΠΗΓΗ Χαλκιδικής. Τηλ. 847-585. bbox=[728, 568, 889, 587]
classified-ad: ΠΩΛΟΥΝΤΑΙ στη Λευκόπετρα οικόπεδα 1000 μ2 έως 2000 μ2 και όλες οι ανέσεις. Τηλ. 269-930, 7-9 μ.μ. μεγάλη ευκαιρία. bbox=[33, 502, 195, 529]
classified-ad: ΖΗΤΑΤΕ εργασία; Σας προσφέρουμε με καλές αποδοχές. Τηλ. 281-055. bbox=[1075, 663, 1236, 681]
classified-ad: ΠΩΛΟΥΝΤΑΙ αγροτεμάχια. Τηλ. 225-630, 239-697. bbox=[728, 656, 889, 675]
classified-ad: ΚΑΤΩ Τούμπα πωλείται διαμέρισμα 60 μ2, 10 χιλ. το μ2. Τηλ. 237-959. bbox=[207, 617, 369, 636]
classified-ad: ΚΑΤΩ Τούμπα πωλείται διαμ. 55 μ2 ανακ. 1.400.000. Τηλ. 237-959. bbox=[207, 661, 369, 679]
classified-ad: ΚΕΛΕΤΖΟΥ διαμ. 80 μ2 1.250.000, 90 μ2 900.000. Τηλ. 416-827. bbox=[207, 815, 369, 833]
classified-ad: ΚΑΤΩ Τούμπα πωλείται διαμέρισμα 100 μ2, λουξ. 1.800.000. Τηλ. 237-959. bbox=[207, 486, 369, 504]
classified-ad: ΚΑΤΑΣΤΗΜΑ 130 τ.μ. πωλείται. Τηλ. 533-140. bbox=[381, 1052, 542, 1071]
classified-ad: ΚΑΤΑΣΤΗΜΑ 100 μ2 με πατάρι 40 μ2 για κάθε χρήση πωλείται στην οδό Αγίου Παύλου 82. Τηλ. 212-211, 251-236. bbox=[33, 1047, 195, 1075]
section-heading: ΠΡΟΣΦΟΡΑ ΕΡΓΑΣΙΑΣ bbox=[1081, 491, 1229, 527]
classified-ad: ΚΑΛΑΜΑΡΙΑ ρετιρέ 84 μ2 λουξ 1.350.000. Τηλ. 416-827. bbox=[207, 858, 369, 877]
classified-ad: ΧΑΛΚΙΔΙΚΗ πωλείται. Τηλ. 533-140. bbox=[909, 591, 1048, 600]
classified-ad: ΠΩΛΟΥΝΤΑΙ 10 μ2 οικόπεδα στη Φοινικιά. Τηλ. 232-115. bbox=[381, 942, 542, 961]
classified-ad: ΕΝΟΙΚΙΑΖΕΤΑΙ επιπλωμένο 1 ΔΣΚ. Τηλ. 831-857. bbox=[1075, 352, 1236, 371]
classified-ad: ΣΤΗ Ν. Καλλικράτεια οικόπεδα. Τηλ. 0399-22-110. bbox=[554, 624, 716, 643]
classified-ad: ΠΩΛΕΙΤΑΙ το ένα της Αρετσού. Τηλ. 543-036. bbox=[901, 134, 1063, 152]
classified-ad: ΠΡΑΚΤΟΡΕΙΟ Προπό. Τηλ. 416-196. bbox=[909, 221, 1047, 230]
classified-ad: ΠΩΛΕΙΤΑΙ διαμέρισμα 50 μ2 Κιλκισίου 300.000. Τηλ. 537-022. bbox=[381, 657, 542, 675]
classified-ad: ΧΑΛΑΣΤΡΑ 10 στρέμματα πεπτικό 350.000. Τηλ. 532-026. bbox=[207, 265, 369, 283]
classified-ad: ΠΩΛΕΙΤΑΙ διαμέρισμα 2 δωματίων, Χαλκηδόνα. Τηλ. 235-288. bbox=[381, 745, 542, 763]
classified-ad: ΟΙΚΟΔΟΜΙΚΑΙ επιχειρήσεις Ελευθεριάδη, Πολίχνη, πωλούνται διαμερίσματα και καταστήματα στις περιοχές Ευόσμου και Πολίχνης. Τηλ. 520-021, 300-026. bbox=[33, 324, 195, 370]
classified-ad: ΚΑΛΛΙΘΕΑ διαμ. 84 μ2 3ΔΣΚ 1.350, 64 μ2 1.000.000, 75 μ2 1.000.000, έτοιμο. Τηλ. 517-692. bbox=[381, 279, 542, 307]
column-8 bbox=[31, 1338, 200, 1876]
classified-ad: ΚΑΡΑΜΠΟΥΡΝΑΚΙ διαμ. 107 μ2 2ος όροφ. 1.900.000. Τηλ. 416-827. bbox=[207, 903, 369, 920]
classified-ad: ΠΩΛΕΙΤΑΙ κατάστημα στο κέντρο. Τηλ. 538-422. bbox=[381, 1074, 542, 1092]
classified-ad: ΕΝΟΙΚΙΑΖΕΤΑΙ αίθουσα. Τηλ. 831-720. bbox=[909, 669, 1059, 679]
classified-ad: ΚΑΤΩ Τούμπα πωλείται διαμέρισμα 90 μ2, σούπερ λουξ 16 χιλ. Τηλ. 237-959. bbox=[207, 595, 369, 614]
classified-ad: ΚΤΗΜΑΤΕΜΠΟΡΙΚΗ πωλεί μονοκατοικία 2 κατοικίες. Τηλ. 225-555. bbox=[207, 1162, 369, 1180]
classified-ad: ΠΑΡΑ της βιομηχανίας Helen. Τηλ. 765-0245. bbox=[33, 1549, 196, 1567]
classified-ad: ΕΝΟΙΚΙΑΖΕΤΑΙ διαμέρισμα 125 τ.μ. Τηλ. 842-114. bbox=[901, 739, 1063, 757]
classified-ad: ΚΑΛΛΙΚΡΑΤΕΙΑ: Πωλούνται διαμερίσματα 50 τ.μ. Τηλ. 730-932, 0396/31-340. bbox=[728, 186, 889, 214]
page-banner bbox=[31, 47, 1985, 128]
classified-ad: ΒΥΖΑΝΤΙΟ πωλούνται διαμ. 80, 100, 110, 120 μ2. Τηλ. 237-959. bbox=[207, 705, 369, 724]
classified-ad: ΕΝΟΙΚΙΑΖΕΤΑΙ μπουτίκ. Τηλ. 209-782. bbox=[1082, 475, 1232, 485]
classified-ad: ΠΩΛΕΙΤΑΙ μονοκατοικία 3ΔΣΚΑΛ 2.800.000. Τηλ. 525-550. bbox=[207, 1227, 369, 1246]
classified-ad: ΠΑΡΑΧΩΡΕΙΤΑΙ ταβέρνα. Τηλ. 510-411. bbox=[735, 1008, 887, 1018]
classified-ad: ΠΩΛΕΙΤΑΙ αλλαντοπωλείο. Τηλ. 225-241. bbox=[901, 300, 1063, 318]
classified-ad: ΕΠΤΑΛΟΦΟΣ 72 μ2 λουξ, 3ος όρ., 13.000 το μ2. Τηλ. 532-026. bbox=[207, 156, 369, 174]
classified-ad: ΕΝΟΙΚΙΑΖΕΤΑΙ διαμέρισμα 2 δωμ. Τηλ. 419-650. bbox=[901, 626, 1063, 643]
classified-ad: ΠΩΛΟΥΝΤΑΙ διαμερίσματα κάθε είδους σε ευκαιρία. Τηλ. 544-286. bbox=[381, 635, 542, 654]
classified-ad: ΑΜΠΕΛΟΚΗΠΟΙ 80 μ2 λουξ, 2ος όρ., 14.000 το μ2. Τηλ. 532-026. bbox=[207, 134, 369, 152]
classified-ad: ΖΗΤΩ διαμέρισμα 2ας φάσεως 20 τ.μ. Τηλ. 517-200. bbox=[381, 1240, 542, 1259]
column-1 bbox=[31, 132, 200, 1338]
classified-ad: ΕΝΟΙΚΙΑΖΕΤΑΙ διαμέρισμα Β. Όλγας. Τηλ. 538-422. bbox=[901, 840, 1063, 858]
classified-ad: ΠΡΟΣΟΧΗ: πωλούνται 3 οικόπεδα. Τηλ. 0393-22-100. bbox=[554, 558, 716, 577]
classified-ad: ΕΝΟΙΚΙΑΖΕΤΑΙ γκαρσονιέρα. Τηλ. 530-521. bbox=[901, 647, 1063, 666]
classified-ad: ΕΝΟΙΚΙΑΖΕΤΑΙ διαμέρισμα. Τηλ. 208-728. bbox=[901, 761, 1063, 780]
classified-ad: ΠΩΛΕΙΤΑΙ διαμέρισμα 160 τ.μ. στη Θεσσαλονίκη, καινούργιο, σε πολυκατοικία, πλησίον παραλίας. Πληροφορίες 8-10 μ.μ. Τηλ. 285-288. bbox=[33, 875, 195, 911]
section-heading: ΧΑΘΗΚΕ-ΒΡΕΘΗΚΕ bbox=[40, 140, 188, 162]
classified-ad: ΠΩΛΕΙΤΑΙ μπουτίκ Κατούνη 14. Τηλ. 5-7. bbox=[901, 373, 1063, 392]
classified-ad: ΕΝΟΙΚΙΑΖΕΤΑΙ διαμέρισμα 115 τ.μ. Τηλ. 841-705. bbox=[901, 927, 1063, 945]
classified-ad: ΕΝΟΙΚΙΑΖΕΤΑΙ κατάστημα. Τηλ. 512-938. bbox=[1075, 287, 1236, 305]
classified-ad: ΕΝΟΙΚΙΑΖΕΤΑΙ κατάστημα 60 μ2. Τηλ. 531-318. bbox=[901, 547, 1063, 565]
classified-ad: ΕΝΟΙΚΙΑΖΕΤΑΙ επί της Τσιμισκή. Τηλ. 221-755. bbox=[901, 884, 1063, 902]
classified-ad: ΠΩΛΕΙΤΑΙ διαμέρισμα 57 μ2 Καλαμαριά στα 1.200.000. Τηλ. 225-584. bbox=[381, 613, 542, 632]
classified-ad: ΝΕΑΠΟΛΗ πωλούνται διαμ. 70 μ2, 1.000.000. Τηλ. 237-959. bbox=[207, 683, 369, 701]
classified-ad: ΠΩΛΕΙΤΑΙ Pub. Τηλ. 418-759. bbox=[909, 335, 1023, 344]
classified-ad: ΚΕΛΕΤΖΟΥ διαμ. 65 μ2 Ρεματάκια 75 μ2. Τηλ. 416-827. bbox=[207, 836, 369, 855]
classified-ad: ΣΥΚΙΕΣ διαμερ. 60 μ2 900.000. Τηλ. 237-959. bbox=[207, 749, 369, 767]
classified-ad: ΖΗΤΟΥΝΤΑΙ ύπαλληλοι. Τηλ. 5171-2. bbox=[1082, 697, 1226, 707]
classified-ad: ΠΩΛΕΙΤΑΙ σε 10 λεπτά από πλατεία. Τηλ. 912-060. bbox=[901, 971, 1063, 990]
classified-ad: ΚΑΛΛΙΘΕΑ πολυκατοικία 500.000, 15 μ2 1.200.000. Τηλ. 416-827. bbox=[207, 990, 369, 1008]
classified-ad: ΚΑΤΑΣΤΗΜΑ γωνιακό σε κεντρικό δρόμο 40 μ2 με υπόγειο, πατάρι, διαμέρισμα επάνω. Τιμή ευκαιρίας. Τηλ. 527-811. bbox=[33, 755, 195, 791]
classified-ad: ΒΟΥΛΓΑΡΗ διαμ. λουξ 90 μ2 2.200.000. Τηλ. 525-550. bbox=[207, 1250, 369, 1268]
